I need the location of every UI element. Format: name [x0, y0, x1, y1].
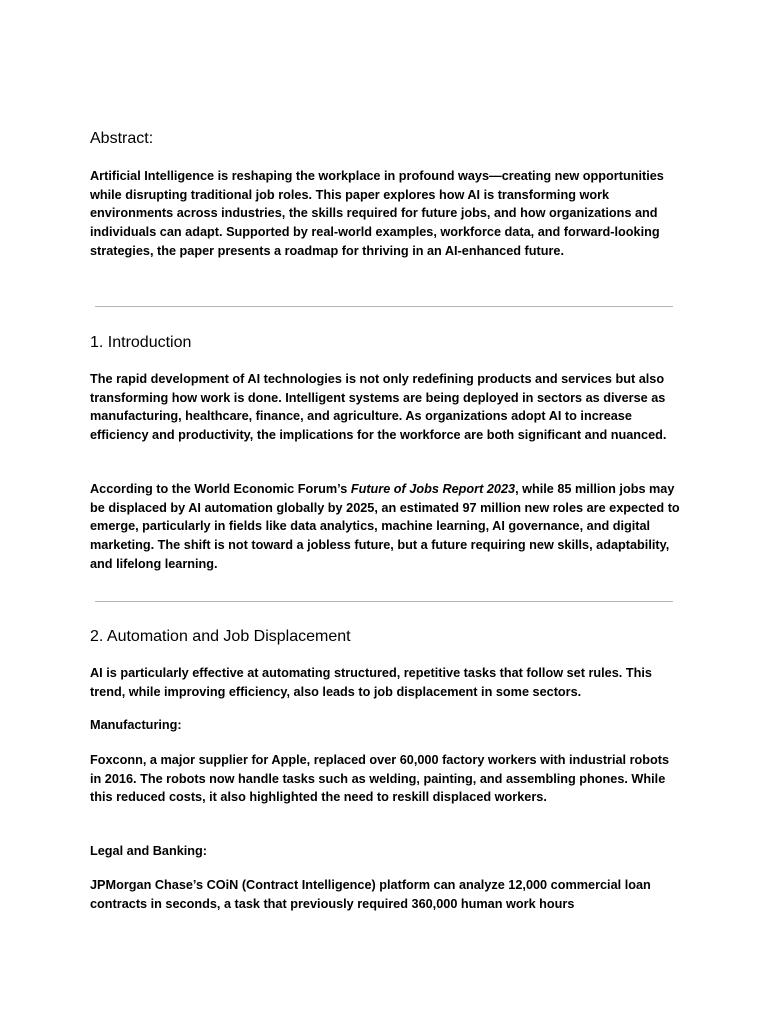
introduction-paragraph-1: The rapid development of AI technologies is not only redefining products and services but also transforming how work is done. Intelligent systems are being deployed in sectors as diverse as manufacturing, healthcare, finance, and agriculture. As organizations adopt AI to increase efficiency and productivity, the implications for the workforce are both significant and nuanced. [90, 372, 667, 443]
introduction-p2-start: According to the World Economic Forum’s [90, 482, 351, 496]
section-divider [95, 601, 673, 602]
section-divider [95, 306, 673, 307]
automation-paragraph: AI is particularly effective at automating structured, repetitive tasks that follow set rules. This trend, while improving efficiency, also leads to job displacement in some sectors. [90, 666, 652, 699]
manufacturing-label: Manufacturing: [90, 718, 182, 732]
legal-banking-label: Legal and Banking: [90, 844, 208, 858]
automation-heading: 2. Automation and Job Displacement [90, 628, 351, 645]
legal-banking-paragraph: JPMorgan Chase’s COiN (Contract Intelligence) platform can analyze 12,000 commercial loan contracts in seconds, a task that previously required 360,000 human work hours [90, 878, 651, 911]
introduction-paragraph-2 [90, 480, 680, 574]
introduction-heading: 1. Introduction [90, 334, 192, 351]
abstract-heading: Abstract: [90, 130, 154, 147]
introduction-p2-end: , while 85 million jobs may be displaced by AI automation globally by 2025, an estimated 97 million new roles are expected to emerge, particularly in fields like data analytics, machine learning, AI governance, and digital marketing. The shift is not toward a jobless future, but a future requiring new skills, adaptability, and lifelong learning. [90, 482, 680, 571]
abstract-paragraph: Artificial Intelligence is reshaping the workplace in profound ways—creating new opportunities while disrupting traditional job roles. This paper explores how AI is transforming work environments across industries, the skills required for future jobs, and how organizations and individuals can adapt. Supported by real-world examples, workforce data, and forward-looking strategies, the paper presents a roadmap for thriving in an AI-enhanced future. [90, 169, 664, 258]
report-title: Future of Jobs Report 2023 [350, 482, 516, 496]
manufacturing-paragraph: Foxconn, a major supplier for Apple, replaced over 60,000 factory workers with industrial robots in 2016. The robots now handle tasks such as welding, painting, and assembling phones. While this reduced costs, it also highlighted the need to reskill displaced workers. [90, 753, 670, 805]
